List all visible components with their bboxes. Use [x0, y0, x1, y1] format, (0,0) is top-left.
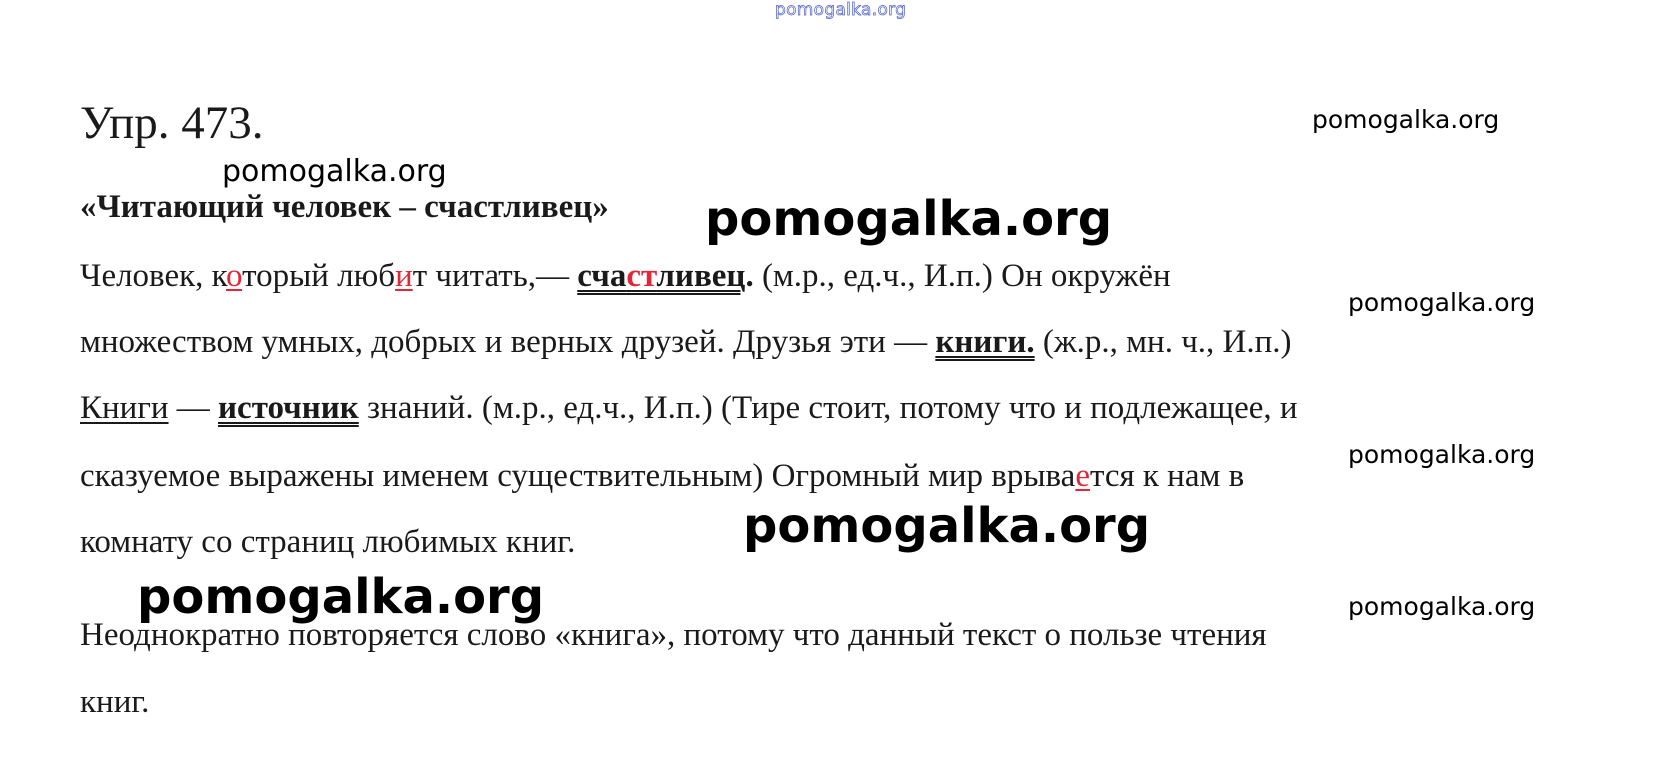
text-segment: т читать,— [412, 258, 578, 294]
text-line-7: книг. [80, 684, 150, 720]
text-segment: тся к нам в [1090, 458, 1245, 494]
watermark-5: pomogalka.org [1348, 440, 1536, 469]
watermark-8: pomogalka.org [1348, 592, 1536, 621]
watermark-3: pomogalka.org [705, 191, 1113, 247]
text-segment: множеством умных, добрых и верных друзей. Друзья эти — [80, 324, 936, 360]
text-line-6: Неоднократно повторяется слово «книга», потому что данный текст о пользе чтения [80, 617, 1267, 653]
text-segment: сказуемое выражены именем существительным) Огромный мир врыва [80, 458, 1076, 494]
highlighted-vowel: и [395, 258, 413, 294]
text-line-1 [80, 260, 1171, 293]
predicate-part: ливец [656, 258, 746, 294]
watermark-2: pomogalka.org [222, 154, 447, 189]
text-segment: (ж.р., мн. ч., И.п.) [1034, 324, 1292, 360]
watermark-6: pomogalka.org [743, 498, 1151, 554]
text-segment: (м.р., ед.ч., И.п.) Он окружён [753, 258, 1171, 294]
text-segment: Человек, к [80, 258, 226, 294]
text-segment: торый люб [242, 258, 396, 294]
highlighted-vowel: о [226, 258, 243, 294]
highlighted-consonants: ст [626, 258, 657, 294]
predicate-word: источник [218, 390, 359, 426]
text-line-2 [80, 326, 1292, 359]
watermark-top: pomogalka.org [775, 0, 907, 20]
text-segment: знаний. (м.р., ед.ч., И.п.) (Тире стоит, потому что и подлежащее, и [358, 390, 1298, 426]
text-line-4 [80, 460, 1244, 493]
subject-word: Книги [80, 390, 169, 426]
text-segment: — [168, 390, 219, 426]
text-line-5: комнату со страниц любимых книг. [80, 524, 576, 560]
text-line-3 [80, 392, 1298, 425]
watermark-7: pomogalka.org [137, 569, 545, 625]
watermark-1: pomogalka.org [1312, 105, 1500, 134]
highlighted-vowel: е [1075, 458, 1090, 494]
text-segment: . [745, 258, 754, 294]
predicate-word [577, 258, 745, 294]
predicate-word: книги. [935, 324, 1035, 360]
watermark-4: pomogalka.org [1348, 288, 1536, 317]
exercise-title: Упр. 473. [80, 97, 264, 149]
predicate-part: сча [577, 258, 627, 294]
text-heading: «Читающий человек – счастливец» [80, 189, 609, 225]
